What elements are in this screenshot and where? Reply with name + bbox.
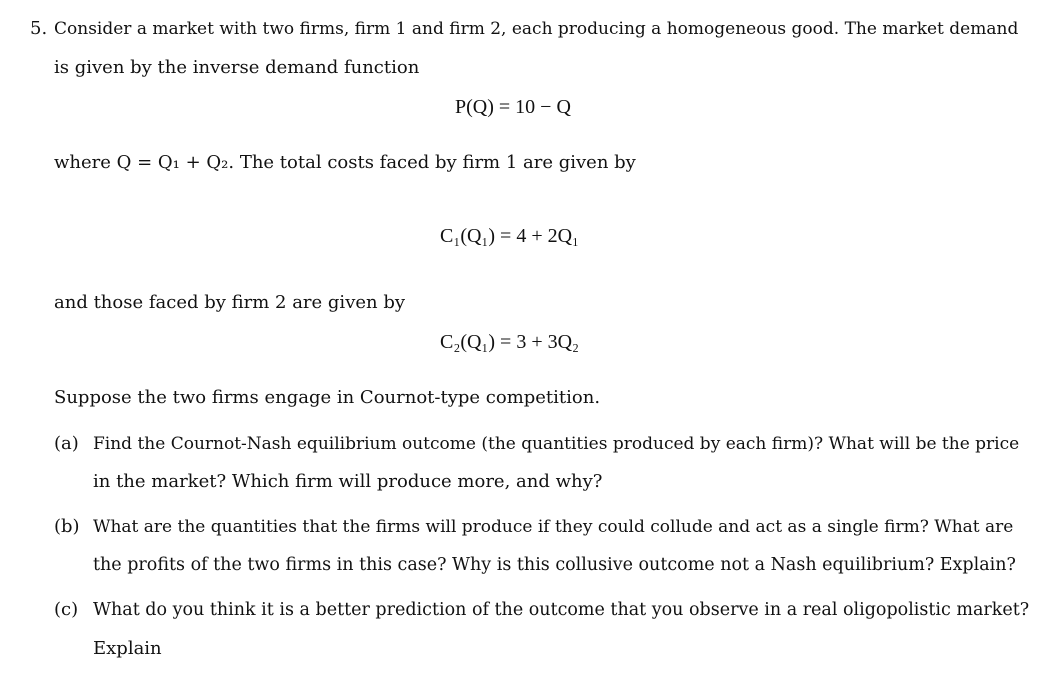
- part-text-line-2: Explain: [93, 638, 162, 659]
- cost-equation-firm-2: C₂(Q₁) = 3 + 3Q₂: [440, 331, 580, 353]
- demand-equation: P(Q) = 10 − Q: [455, 96, 571, 118]
- suppose-line: Suppose the two firms engage in Cournot-type competition.: [54, 387, 601, 408]
- where-line: where Q = Q₁ + Q₂. The total costs faced by firm 1 are given by: [54, 152, 636, 173]
- part-text-line-1: Find the Cournot-Nash equilibrium outcome (the quantities produced by each firm)? What will be the price: [93, 434, 1020, 454]
- part-text-line-1: What do you think it is a better prediction of the outcome that you observe in a real oligopolistic market?: [93, 600, 1030, 620]
- part-label: (b): [54, 516, 80, 537]
- part-text-line-1: What are the quantities that the firms will produce if they could collude and act as a single firm? What are: [93, 517, 1014, 537]
- firm-2-intro: and those faced by firm 2 are given by: [54, 292, 406, 313]
- cost-equation-firm-1: C₁(Q₁) = 4 + 2Q₁: [440, 225, 580, 247]
- intro-line-2: is given by the inverse demand function: [54, 57, 420, 78]
- part-label: (c): [54, 599, 79, 620]
- part-label: (a): [54, 433, 79, 454]
- intro-line-1: Consider a market with two firms, firm 1 and firm 2, each producing a homogeneous good. The market demand: [54, 19, 1019, 39]
- part-text-line-2: in the market? Which firm will produce more, and why?: [93, 471, 603, 492]
- part-text-line-2: the profits of the two firms in this case? Why is this collusive outcome not a Nash equilibrium? Explain?: [93, 555, 1016, 575]
- question-number: 5.: [30, 18, 48, 39]
